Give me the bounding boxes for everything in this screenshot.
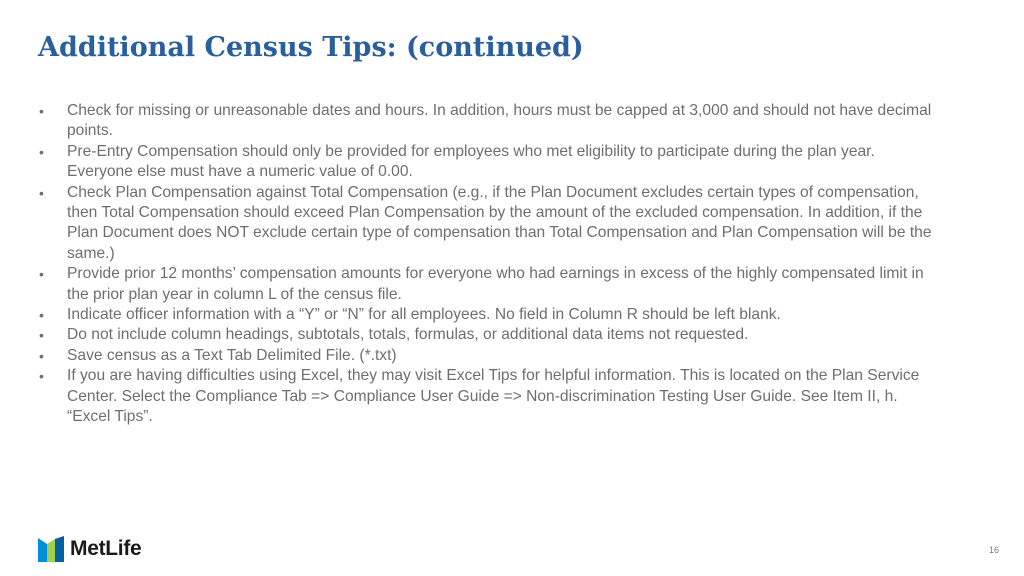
bullet-item [36,346,936,366]
metlife-logo [38,535,141,563]
bullet-text: Check for missing or unreasonable dates and hours. In addition, hours must be capped at 3,000 and should not have decimal points. [67,102,932,140]
bullet-text: If you are having difficulties using Excel, they may visit Excel Tips for helpful information. This is located on the Plan Service Center. Select the Compliance Tab => Compliance User Guide => Non-discrimination Testing User Guide. See Item II, h. “Excel Tips”. [67,367,920,426]
bullet-marker: • [39,184,44,201]
metlife-logo-icon [38,536,64,562]
bullet-text: Check Plan Compensation against Total Compensation (e.g., if the Plan Document excludes certain types of compensation, then Total Compensation should exceed Plan Compensation by the amount of the excluded compensation. In addition, if the Plan Document does NOT exclude certain type of compensation than Total Compensation and Plan Compensation will be the same.) [67,183,932,262]
bullet-text: Provide prior 12 months’ compensation amounts for everyone who had earnings in excess of the highly compensated limit in the prior plan year in column L of the census file. [67,265,924,303]
bullet-marker: • [39,327,44,344]
bullet-item [36,366,936,427]
bullet-marker: • [39,307,44,324]
bullet-text: Do not include column headings, subtotals, totals, formulas, or additional data items not requested. [67,326,749,344]
bullet-item [36,183,936,265]
bullet-marker: • [39,103,44,119]
bullet-item [36,325,936,345]
bullet-marker: • [39,266,44,283]
bullet-marker: • [39,347,44,364]
bullet-item [36,264,936,305]
slide-title: Additional Census Tips: (continued) [38,32,584,63]
bullet-text: Save census as a Text Tab Delimited File. (*.txt) [67,346,397,364]
bullet-list [36,101,936,428]
bullet-text: Pre-Entry Compensation should only be provided for employees who met eligibility to participate during the plan year. Everyone else must have a numeric value of 0.00. [67,142,875,181]
page-number: 16 [988,545,999,555]
bullet-marker: • [39,143,44,160]
bullet-item [36,305,936,325]
logo-text: MetLife [70,537,142,560]
bullet-text: Indicate officer information with a “Y” or “N” for all employees. No field in Column R should be left blank. [67,306,781,324]
bullet-item [36,142,936,183]
bullet-item [36,101,936,142]
bullet-marker: • [39,368,44,385]
